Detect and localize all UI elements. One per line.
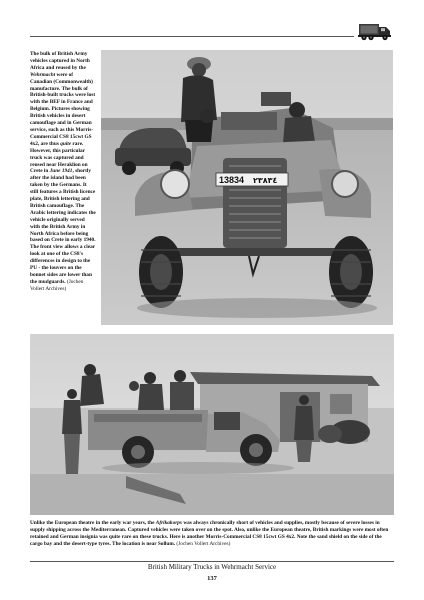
photo-truck-front: [101, 50, 393, 325]
photo-truck-desert: [30, 334, 394, 515]
side-caption-credit: (Jochen Vollert Archives): [30, 278, 84, 292]
header-rule: [30, 36, 354, 37]
plate-number-latin: 13834: [219, 175, 245, 185]
bottom-caption-credit: (Jochen Vollert Archives): [176, 541, 231, 547]
side-caption-emphasis-2: quite: [60, 140, 72, 147]
bottom-caption-emphasis: Afrikakorps: [155, 520, 182, 526]
side-caption-text-3: rare. However, this particular truck was captured and reused near Heraklion on Crete in: [30, 140, 88, 175]
footer-rule: [30, 561, 394, 562]
side-caption-text-1: The bulk of British Army vehicles captured in North Africa and reused by the: [30, 51, 90, 71]
side-caption-text-4: , shortly after the island had been taken by the Germans. It still features a British licence plate, British lettering and British camouflage. The Arabic lettering indicates the vehicle originally served with the British Army in North Africa before being based on Crete in early 1940. The front view allows a clear look at one of the CS8's differences in design to the PU - the louvers on the bonnet sides are lower than the mudguards.: [30, 168, 96, 285]
side-caption: [30, 51, 96, 293]
side-caption-emphasis-1: Wehrmacht: [30, 71, 56, 78]
bottom-caption: [30, 520, 394, 548]
page-number: 137: [207, 575, 217, 582]
bottom-caption-text-2: was always chronically short of vehicles and supplies, mostly because of severe losses in supply shipping across the Mediterranean. Captured vehicles were taken over on the spot. Also, unlike the European theatre, British markings were most often retained and German insignia was quite rare on these trucks. Here is another Morris-Commercial CS8 15cwt GS 4x2. Note the sand shield on the side of the cargo bay and the desert-type tyres. The location is near Sollum.: [30, 520, 389, 547]
footer-book-title: British Military Trucks in Wehrmacht Service: [147, 563, 277, 571]
truck-logo-icon: [358, 21, 392, 41]
plate-number-arabic: ۲٣٨٣٤: [253, 176, 278, 185]
bottom-caption-text-1: Unlike the European theatre in the early war years, the: [30, 520, 156, 526]
side-caption-emphasis-3: June 1941: [49, 168, 73, 175]
side-caption-text-2: were of Canadian (Commonwealth) manufacture. The bulk of British-built trucks were lost with the BEF in France and Belgium. Pictures showing British vehicles in desert camouflage and in German service, such as this Morris-Commercial CS8 15cwt GS 4x2, are thus: [30, 71, 96, 147]
